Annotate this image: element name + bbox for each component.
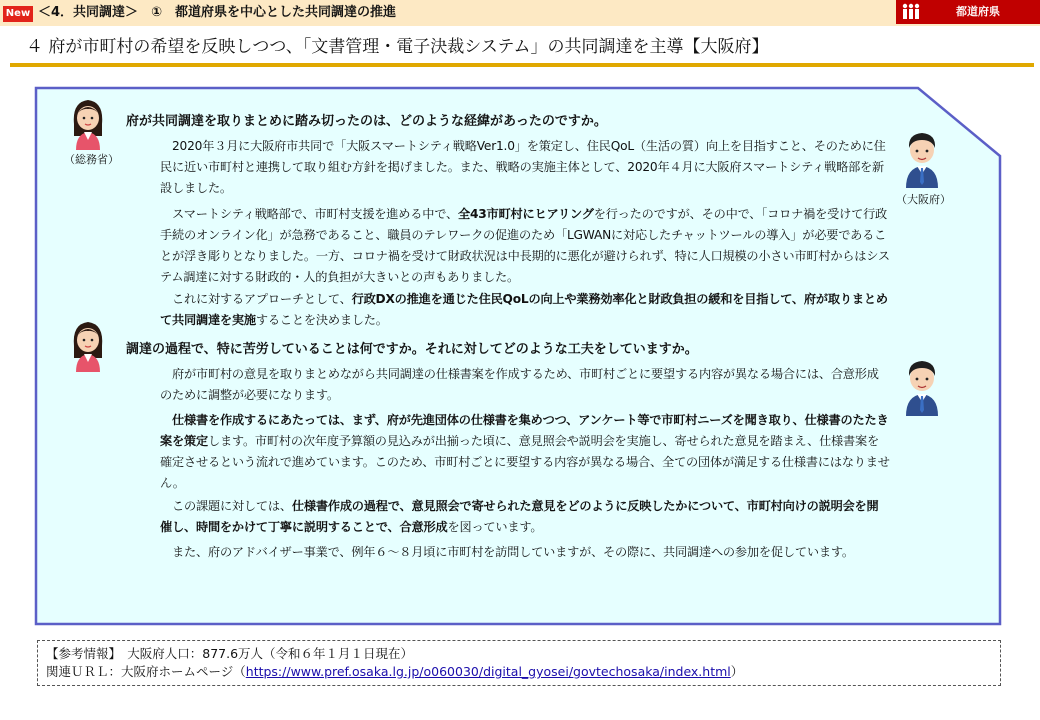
reference-url-link[interactable]: https://www.pref.osaka.lg.jp/o060030/digital_gyosei/govtechosaka/index.html [245, 664, 731, 679]
answer-1-paragraph-2 [160, 204, 890, 288]
respondent-avatar-icon [902, 356, 942, 416]
text-run: を図っています。 [447, 520, 543, 534]
new-badge: New [3, 6, 33, 22]
title-underline [10, 63, 1034, 67]
text-run: することを決めました。 [255, 313, 388, 327]
interviewer-label: （総務省） [64, 153, 119, 166]
reference-url-prefix: 関連ＵＲＬ：大阪府ホームページ（ [46, 664, 246, 679]
text-run: スマートシティ戦略部で、市町村支援を進める中で、 [172, 207, 458, 221]
interviewer-avatar-icon [68, 96, 108, 150]
text-run-bold: 仕様書を作成するにあたっては、まず、府が先進団体の仕様書を集めつつ、アンケート等で市町村ニーズを聞き取り、仕様書のたたき案を策定 [160, 413, 889, 448]
header-bar [0, 0, 1040, 26]
reference-population: 【参考情報】 大阪府人口：877.6万人（令和６年１月１日現在） [46, 646, 414, 661]
answer-2-paragraph-4: また、府のアドバイザー事業で、例年６～８月頃に市町村を訪問していますが、その際に、共同調達への参加を促しています。 [172, 545, 854, 559]
text-run-bold: 行政DXの推進を通じた住民QoLの向上や業務効率化と財政負担の緩和を目指して、府が取りまとめて共同調達を実施 [160, 292, 888, 327]
text-run: します。市町村の次年度予算額の見込みが出揃った頃に、意見照会や説明会を実施し、寄せられた意見を踏まえ、仕様書案を確定させるという流れで進めています。このため、市町村ごとに要望する内容が異なる場合、全ての団体が満足する仕様書にはなりません。 [160, 434, 890, 490]
text-run-bold: 仕様書作成の過程で、意見照会で寄せられた意見をどのように反映したかについて、市町村向けの説明会を開催し、時間をかけて丁寧に説明することで、合意形成 [160, 499, 879, 534]
prefecture-badge-label: 都道府県 [956, 5, 1000, 18]
text-run: を行ったのですが、その中で、「コロナ禍を受けて行政手続のオンライン化」が急務であること、職員のテレワークの促進のため「LGWANに対応したチャットツールの導入」が必要であることが浮き彫りとなりました。一方、コロナ禍を受けて財政状況は中長期的に悪化が避けられず、特に人口規模の小さい市町村からはシステム調達に対する財政的・人的負担が大きいとの声もありました。 [160, 207, 890, 284]
section-title: ＜4．共同調達＞ ① 都道府県を中心とした共同調達の推進 [38, 5, 397, 20]
text-run: これに対するアプローチとして、 [172, 292, 352, 306]
interviewer-avatar-icon [68, 318, 108, 372]
reference-url-suffix: ） [730, 664, 744, 679]
question-1: 府が共同調達を取りまとめに踏み切ったのは、どのような経緯があったのですか。 [126, 114, 607, 129]
answer-2-paragraph-1: 府が市町村の意見を取りまとめながら共同調達の仕様書案を作成するため、市町村ごとに要望する内容が異なる場合には、合意形成のために調整が必要になります。 [160, 367, 879, 402]
respondent-label: （大阪府） [896, 193, 951, 206]
prefecture-badge [896, 0, 1040, 24]
answer-1-paragraph-1: 2020年３月に大阪府市共同で「大阪スマートシティ戦略Ver1.0」を策定し、住民QoL（生活の質）向上を目指すこと、そのために住民に近い市町村と連携して取り組む方針を掲げました。また、戦略の実施主体として、2020年４月に大阪府スマートシティ戦略部を新設しました。 [160, 139, 886, 195]
reference-url-line [46, 663, 743, 681]
answer-2-paragraph-3 [160, 496, 890, 538]
respondent-avatar-icon [902, 128, 942, 188]
text-run: この課題に対しては、 [172, 499, 292, 513]
question-2: 調達の過程で、特に苦労していることは何ですか。それに対してどのような工夫をしていますか。 [126, 342, 698, 357]
text-run-bold: 全43市町村にヒアリング [458, 207, 594, 221]
people-icon [901, 3, 921, 21]
page-title: ４ 府が市町村の希望を反映しつつ、「文書管理・電子決裁システム」の共同調達を主導【大阪府】 [26, 37, 769, 57]
reference-box [37, 640, 1001, 686]
answer-2-paragraph-2 [160, 410, 890, 494]
answer-1-paragraph-3 [160, 289, 890, 331]
